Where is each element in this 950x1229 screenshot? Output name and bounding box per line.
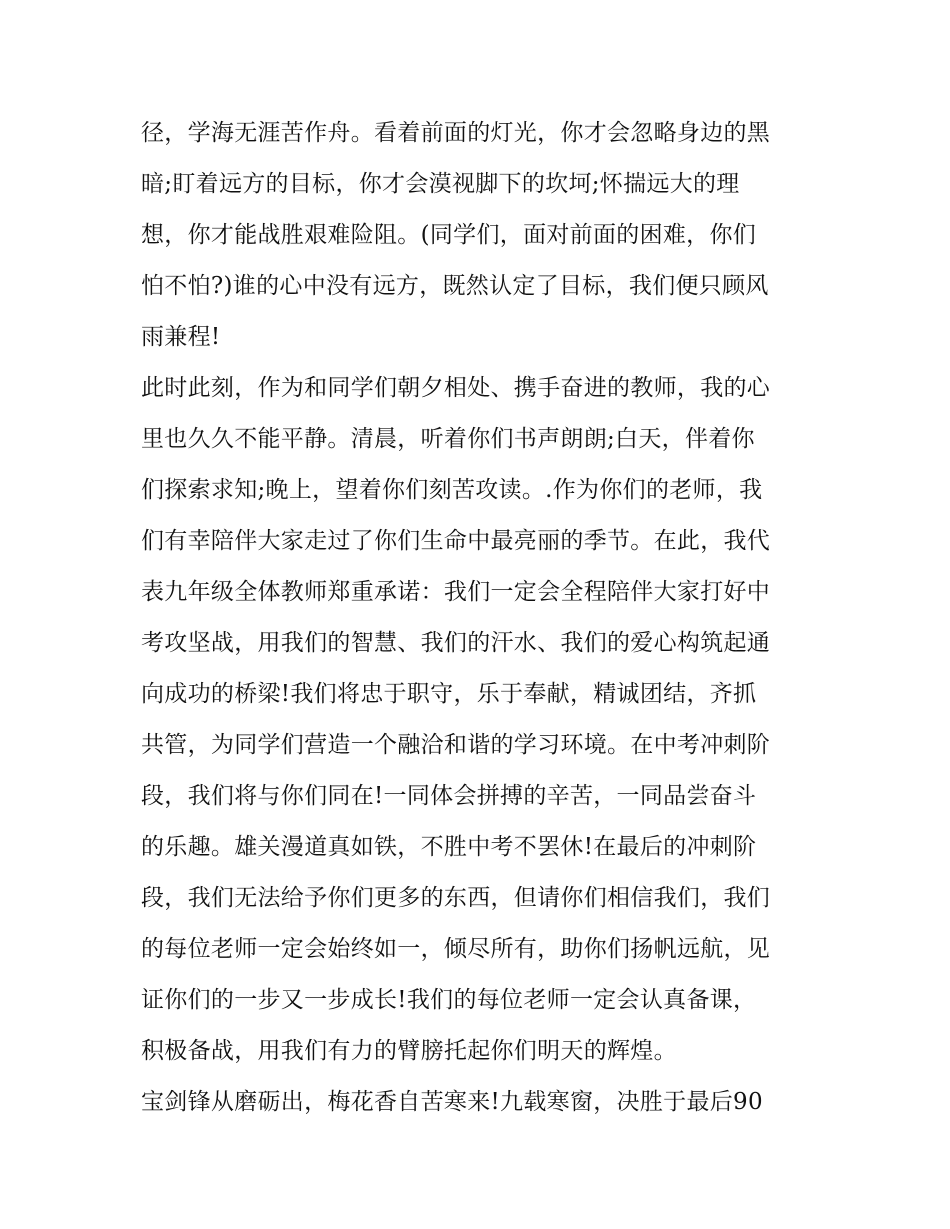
body-text [141, 108, 821, 1128]
text-line: 向成功的桥梁!我们将忠于职守，乐于奉献，精诚团结，齐抓 [141, 681, 757, 707]
text-line: 们有幸陪伴大家走过了你们生命中最亮丽的季节。在此，我代 [141, 528, 771, 554]
text-line: 想，你才能战胜艰难险阻。(同学们，面对前面的困难，你们 [141, 222, 757, 248]
text-line: 段，我们无法给予你们更多的东西，但请你们相信我们，我们 [141, 885, 771, 911]
text-line: 怕不怕?)谁的心中没有远方，既然认定了目标，我们便只顾风 [141, 273, 769, 299]
text-line: 积极备战，用我们有力的臂膀托起你们明天的辉煌。 [141, 1038, 677, 1064]
text-line: 的每位老师一定会始终如一，倾尽所有，助你们扬帆远航，见 [141, 936, 771, 962]
text-line: 此时此刻，作为和同学们朝夕相处、携手奋进的教师，我的心 [141, 375, 771, 401]
text-line: 宝剑锋从磨砺出，梅花香自苦寒来!九载寒窗，决胜于最后90 [141, 1089, 763, 1115]
text-line: 暗;盯着远方的目标，你才会漠视脚下的坎坷;怀揣远大的理 [141, 171, 740, 197]
text-line: 证你们的一步又一步成长!我们的每位老师一定会认真备课， [141, 987, 757, 1013]
text-line: 表九年级全体教师郑重承诺：我们一定会全程陪伴大家打好中 [141, 579, 771, 605]
text-line: 共管，为同学们营造一个融洽和谐的学习环境。在中考冲刺阶 [141, 732, 771, 758]
text-line: 们探索求知;晚上，望着你们刻苦攻读。.作为你们的老师，我 [141, 477, 763, 503]
text-line: 里也久久不能平静。清晨，听着你们书声朗朗;白天，伴着你 [141, 426, 755, 452]
text-line: 雨兼程! [141, 324, 221, 350]
text-line: 径，学海无涯苦作舟。看着前面的灯光，你才会忽略身边的黑 [141, 120, 771, 146]
text-line: 段，我们将与你们同在!一同体会拼搏的辛苦，一同品尝奋斗 [141, 783, 757, 809]
text-line: 考攻坚战，用我们的智慧、我们的汗水、我们的爱心构筑起通 [141, 630, 771, 656]
text-line: 的乐趣。雄关漫道真如铁，不胜中考不罢休!在最后的冲刺阶 [141, 834, 757, 860]
